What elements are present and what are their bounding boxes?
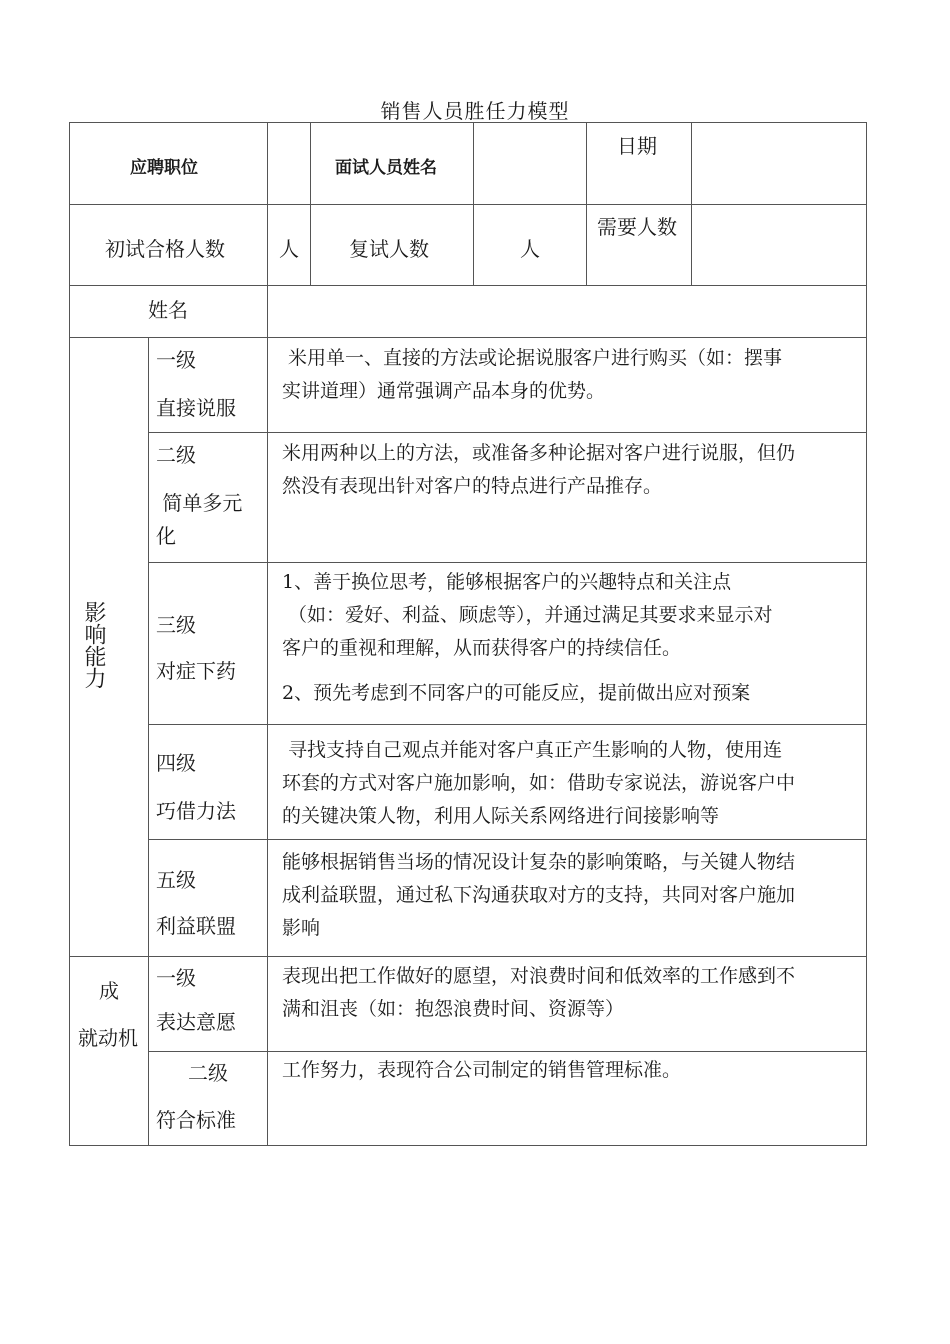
influence-level1-level: 一级 [156, 348, 196, 372]
desc-line: 的关键决策人物，利用人际关系网络进行间接影响等 [282, 805, 720, 827]
desc-line: 2、预先考虑到不同客户的可能反应，提前做出应对预案 [282, 682, 751, 704]
header-row1-interviewer-value-cell[interactable] [473, 122, 587, 205]
achievement-level2-desc [282, 1054, 681, 1087]
interviewer-label: 面试人员姓名 [335, 158, 437, 178]
achievement-level1-desc [282, 960, 795, 1026]
desc-line: 成利益联盟，通过私下沟通获取对方的支持，共同对客户施加 [282, 884, 796, 906]
needed-label: 需要人数 [597, 215, 677, 239]
influence-level3-name: 对症下药 [156, 659, 236, 683]
influence-level4-desc [282, 734, 795, 833]
desc-line: 寻找支持自己观点并能对客户真正产生影响的人物，使用连 [282, 739, 783, 761]
header-row2-needed-value-cell[interactable] [691, 204, 867, 286]
desc-line: 满和沮丧（如：抱怨浪费时间、资源等） [282, 998, 625, 1020]
influence-level5-name: 利益联盟 [156, 914, 236, 938]
first-pass-label: 初试合格人数 [105, 237, 225, 261]
achievement-category-line1: 成 [99, 979, 119, 1003]
influence-level5-desc [282, 846, 795, 945]
desc-line: 实讲道理）通常强调产品本身的优势。 [282, 380, 606, 402]
desc-line: 米用两种以上的方法，或准备多种论据对客户进行说服，但仍 [282, 442, 796, 464]
header-row1-date-value-cell[interactable] [691, 122, 867, 205]
achievement-level1-name: 表达意愿 [156, 1010, 236, 1034]
desc-line: 客户的重视和理解，从而获得客户的持续信任。 [282, 637, 682, 659]
desc-line: 能够根据销售当场的情况设计复杂的影响策略，与关键人物结 [282, 851, 796, 873]
influence-level3-name-cell [148, 562, 268, 725]
desc-line: 米用单一、直接的方法或论据说服客户进行购买（如：摆事 [282, 347, 783, 369]
second-round-label: 复试人数 [349, 237, 429, 261]
name-value-cell[interactable] [267, 285, 867, 338]
influence-level5-level: 五级 [156, 868, 196, 892]
position-label: 应聘职位 [130, 158, 198, 178]
document-title: 销售人员胜任力模型 [380, 99, 570, 123]
achievement-level1-level: 一级 [156, 966, 196, 990]
desc-line: 影响 [282, 917, 321, 939]
name-label: 姓名 [148, 298, 188, 322]
influence-level5-name-cell [148, 839, 268, 957]
influence-level4-name: 巧借力法 [156, 799, 236, 823]
achievement-category-line2: 就动机 [78, 1026, 138, 1050]
date-label: 日期 [617, 134, 657, 158]
influence-level3-desc [282, 566, 773, 710]
achievement-level2-level: 二级 [188, 1061, 228, 1085]
second-round-unit: 人 [520, 237, 540, 261]
influence-level2-desc [282, 437, 795, 503]
influence-level2-name-line2: 化 [156, 524, 176, 548]
desc-line: 表现出把工作做好的愿望，对浪费时间和低效率的工作感到不 [282, 965, 796, 987]
influence-level1-desc [282, 342, 782, 408]
desc-line: 环套的方式对客户施加影响，如：借助专家说法，游说客户中 [282, 772, 796, 794]
influence-level3-level: 三级 [156, 613, 196, 637]
influence-level4-level: 四级 [156, 751, 196, 775]
influence-category-label: 影响能力 [81, 601, 106, 689]
desc-line: 然没有表现出针对客户的特点进行产品推存。 [282, 475, 663, 497]
influence-level2-name-line1: 简单多元 [156, 491, 243, 515]
first-pass-unit: 人 [279, 237, 299, 261]
desc-line: 1、善于换位思考，能够根据客户的兴趣特点和关注点 [282, 571, 732, 593]
achievement-level2-name: 符合标准 [156, 1108, 236, 1132]
desc-line: 工作努力，表现符合公司制定的销售管理标准。 [282, 1059, 682, 1081]
influence-level1-name: 直接说服 [156, 396, 236, 420]
influence-level2-level: 二级 [156, 443, 196, 467]
desc-line: （如：爱好、利益、顾虑等），并通过满足其要求来显示对 [282, 604, 773, 626]
header-row1-position-value-cell[interactable] [267, 122, 311, 205]
